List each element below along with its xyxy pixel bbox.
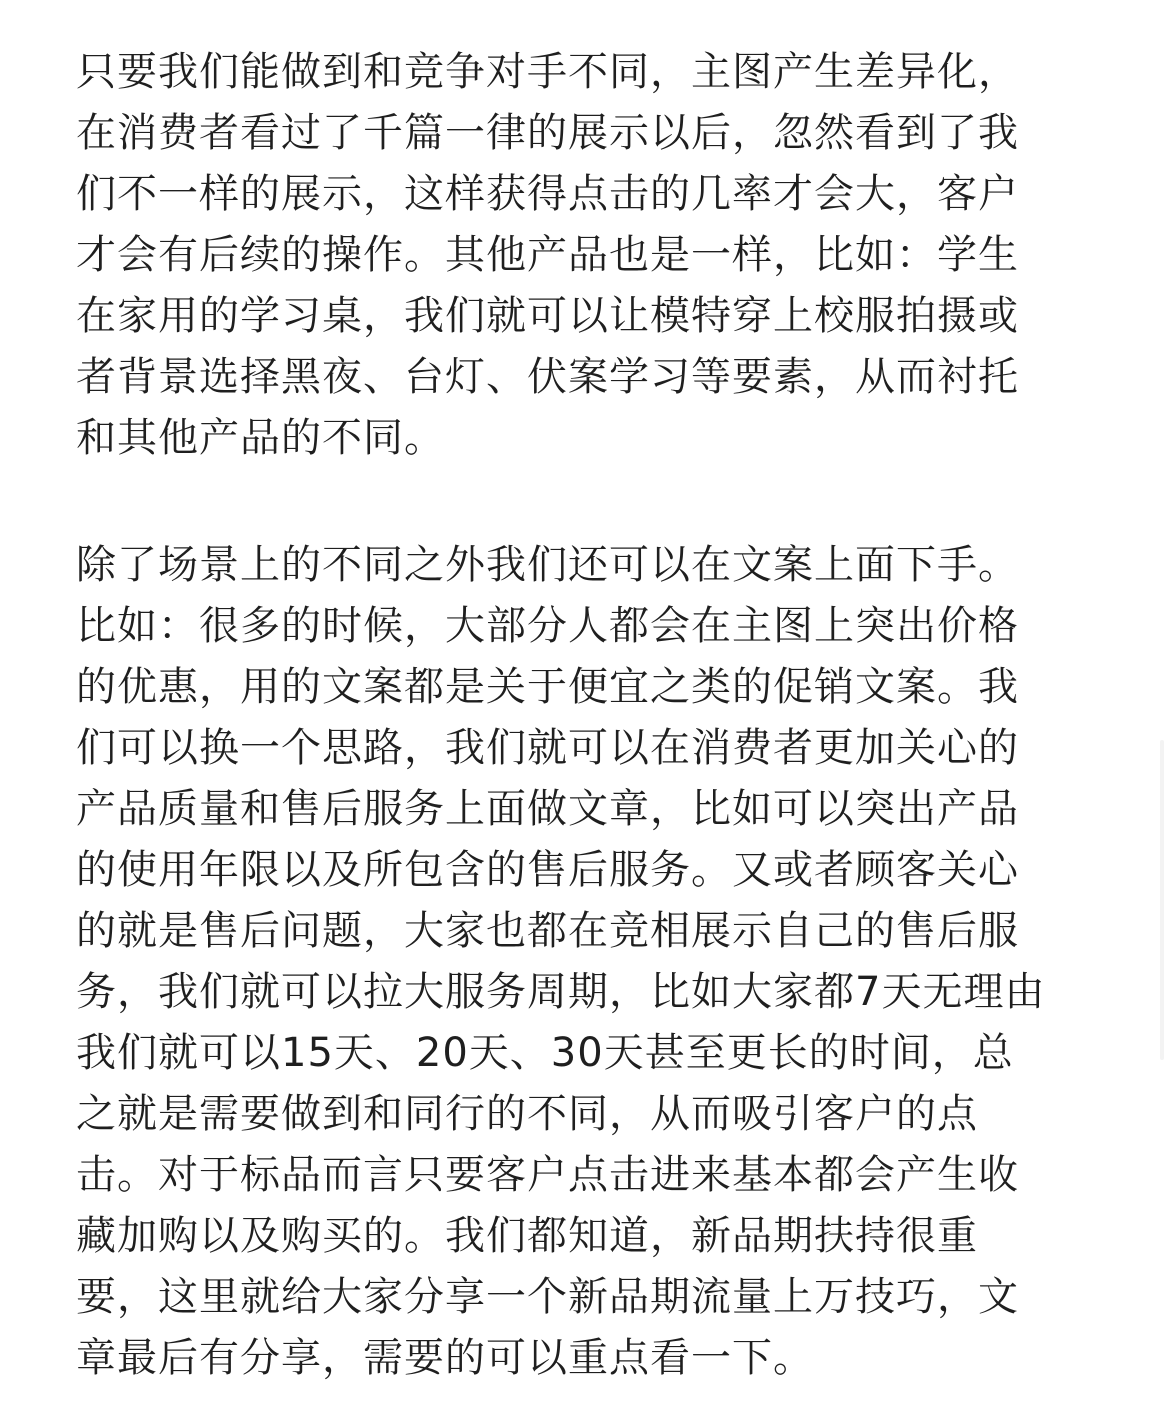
paragraph-1-line-3: 们不一样的展示，这样获得点击的几率才会大，客户: [76, 171, 1019, 217]
scroll-indicator[interactable]: [1160, 740, 1164, 1060]
paragraph-2-line-1: 除了场景上的不同之外我们还可以在文案上面下手。: [76, 542, 1019, 588]
paragraph-2-line-5: 产品质量和售后服务上面做文章，比如可以突出产品: [76, 786, 1019, 832]
paragraph-2-line-3: 的优惠，用的文案都是关于便宜之类的促销文案。我: [76, 664, 1019, 710]
paragraph-2-line-7: 的就是售后问题，大家也都在竞相展示自己的售后服: [76, 908, 1019, 954]
paragraph-2-line-12: 藏加购以及购买的。我们都知道，新品期扶持很重: [76, 1213, 978, 1259]
paragraph-1-line-5: 在家用的学习桌，我们就可以让模特穿上校服拍摄或: [76, 293, 1019, 339]
paragraph-2-line-6: 的使用年限以及所包含的售后服务。又或者顾客关心: [76, 847, 1019, 893]
paragraph-1-line-6: 者背景选择黑夜、台灯、伏案学习等要素，从而衬托: [76, 354, 1019, 400]
paragraph-2-line-9: 我们就可以15天、20天、30天甚至更长的时间，总: [76, 1030, 1014, 1076]
paragraph-1-line-2: 在消费者看过了千篇一律的展示以后，忽然看到了我: [76, 110, 1019, 156]
paragraph-2-line-10: 之就是需要做到和同行的不同，从而吸引客户的点: [76, 1091, 978, 1137]
paragraph-1-line-1: 只要我们能做到和竞争对手不同，主图产生差异化，: [76, 49, 1019, 95]
paragraph-1-line-4: 才会有后续的操作。其他产品也是一样，比如：学生: [76, 232, 1019, 278]
paragraph-2-line-11: 击。对于标品而言只要客户点击进来基本都会产生收: [76, 1152, 1019, 1198]
paragraph-2-line-13: 要，这里就给大家分享一个新品期流量上万技巧，文: [76, 1274, 1019, 1320]
paragraph-2-line-8: 务，我们就可以拉大服务周期，比如大家都7天无理由: [76, 969, 1046, 1015]
paragraph-2-line-14: 章最后有分享，需要的可以重点看一下。: [76, 1335, 814, 1381]
paragraph-2-line-4: 们可以换一个思路，我们就可以在消费者更加关心的: [76, 725, 1019, 771]
paragraph-1-line-7: 和其他产品的不同。: [76, 415, 445, 461]
paragraph-2-line-2: 比如：很多的时候，大部分人都会在主图上突出价格: [76, 603, 1019, 649]
